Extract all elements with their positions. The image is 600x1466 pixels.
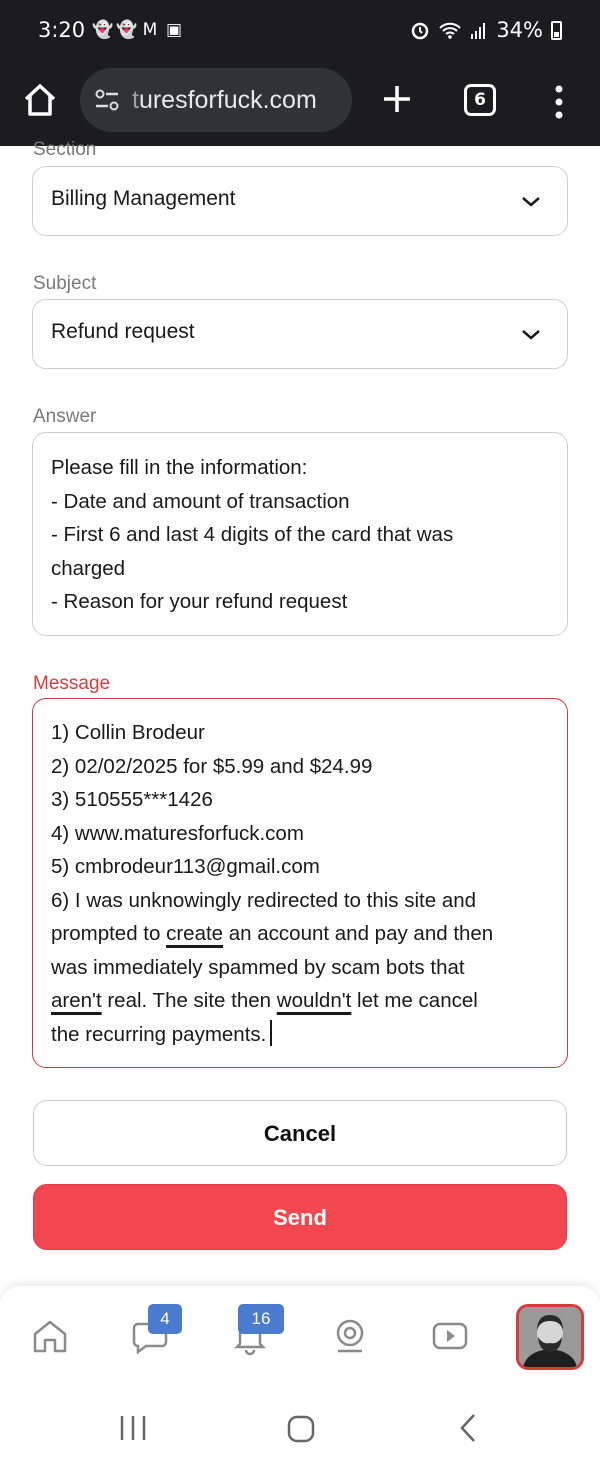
message-text: the recurring payments. (51, 1022, 267, 1046)
home-nav-icon[interactable] (30, 1316, 70, 1356)
more-options-icon[interactable] (552, 82, 566, 122)
recent-apps-icon[interactable] (118, 1414, 148, 1442)
gmail-icon: M (142, 20, 158, 40)
answer-label: Answer (33, 406, 97, 427)
send-button[interactable]: Send (33, 1184, 567, 1250)
spellcheck-word[interactable]: aren't (51, 989, 102, 1012)
bottom-navigation (0, 1286, 600, 1386)
answer-text (32, 432, 568, 636)
answer-line: charged (51, 556, 126, 580)
snapchat-icon: 👻 (92, 20, 114, 40)
notification-icons (92, 20, 184, 40)
snapchat-icon: 👻 (116, 20, 138, 40)
cancel-button[interactable]: Cancel (33, 1100, 567, 1166)
message-line (51, 1018, 549, 1052)
home-icon[interactable] (20, 80, 60, 120)
home-system-icon[interactable] (286, 1414, 316, 1444)
section-value: Billing Management (51, 187, 236, 210)
status-time: 3:20 (38, 18, 86, 42)
answer-line: Please fill in the information: (51, 456, 308, 479)
chevron-down-icon (519, 189, 543, 213)
messages-badge: 4 (148, 1304, 182, 1334)
back-icon[interactable] (456, 1412, 480, 1444)
subject-label: Subject (33, 273, 97, 294)
video-nav-icon[interactable] (430, 1316, 470, 1356)
message-line: 3) 510555***1426 (51, 788, 213, 811)
message-textarea[interactable] (32, 698, 568, 1068)
new-tab-icon[interactable] (378, 80, 416, 118)
section-label-text: Section (33, 140, 97, 160)
webcam-nav-icon[interactable] (330, 1316, 370, 1356)
message-line: 4) www.maturesforfuck.com (51, 821, 304, 845)
user-avatar-icon (519, 1307, 581, 1367)
subject-value: Refund request (51, 320, 195, 343)
message-text: prompted to (51, 922, 167, 945)
spellcheck-word[interactable]: wouldn't (276, 989, 352, 1012)
chevron-down-icon (519, 322, 543, 346)
section-label (33, 140, 96, 160)
message-line: 1) Collin Brodeur (51, 721, 205, 744)
message-line: was immediately spammed by scam bots that (51, 955, 465, 979)
answer-line: - First 6 and last 4 digits of the card that was (51, 523, 454, 546)
status-bar (0, 0, 600, 64)
system-navigation (0, 1386, 600, 1466)
tab-switcher-button[interactable]: 6 (464, 84, 496, 116)
message-line: 2) 02/02/2025 for $5.99 and $24.99 (51, 754, 373, 778)
avatar[interactable] (516, 1304, 584, 1370)
message-text: real. The site then (101, 989, 277, 1012)
subject-select[interactable] (32, 299, 568, 369)
alarm-icon (410, 20, 430, 40)
message-label: Message (33, 673, 111, 694)
spellcheck-word[interactable]: create (166, 922, 224, 945)
message-line: 6) I was unknowingly redirected to this site and (51, 888, 477, 912)
answer-line: - Date and amount of transaction (51, 489, 350, 513)
message-text: an account and pay and then (223, 922, 494, 945)
wifi-icon (438, 20, 462, 40)
message-line (51, 984, 549, 1018)
url-prefix: t (132, 85, 139, 114)
url-domain: uresforfuck.com (138, 85, 317, 114)
address-bar[interactable] (80, 68, 352, 132)
answer-line: - Reason for your refund request (51, 590, 348, 613)
site-settings-icon[interactable] (92, 85, 122, 115)
system-icons (410, 18, 562, 42)
message-line (51, 917, 549, 951)
message-line: 5) cmbrodeur113@gmail.com (51, 855, 320, 878)
gallery-icon: ▣ (165, 20, 183, 40)
url-text (132, 86, 342, 115)
battery-icon (551, 21, 562, 40)
notifications-badge: 16 (238, 1304, 284, 1334)
battery-percent: 34% (496, 18, 543, 42)
message-text: let me cancel (351, 989, 478, 1012)
text-caret (270, 1020, 272, 1046)
browser-toolbar (0, 64, 600, 146)
signal-icon (470, 20, 488, 40)
section-select[interactable] (32, 166, 568, 236)
